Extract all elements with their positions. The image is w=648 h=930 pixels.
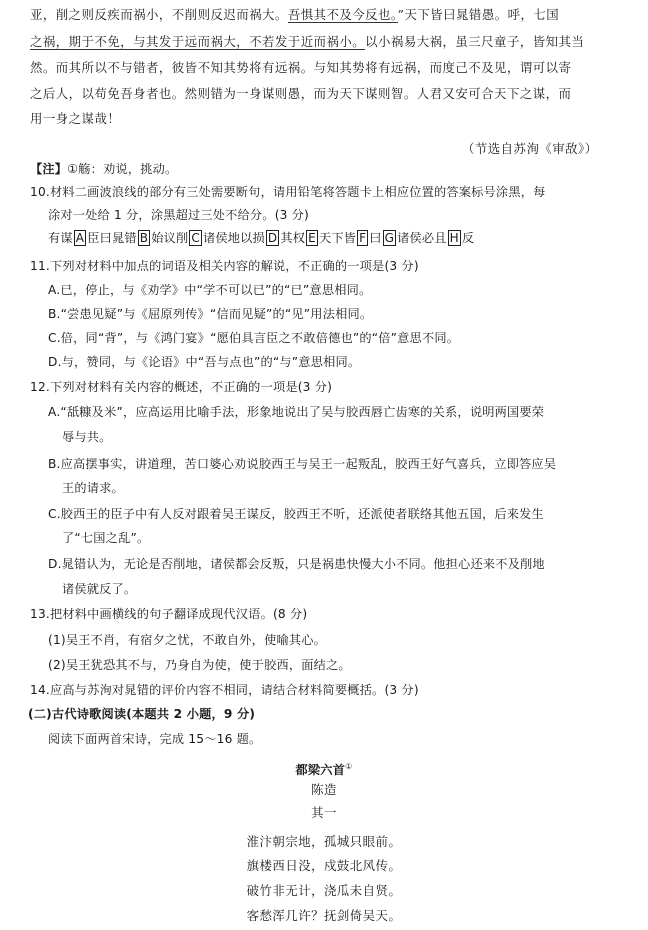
q11-option-a-text: A.已，停止，与《劝学》中“学不可以已”的“已”意思相同。 — [48, 283, 372, 297]
section-heading-text: (二)古代诗歌阅读(本题共 2 小题，9 分) — [28, 707, 256, 721]
q11-option-d-text: D.与，赞同，与《论语》中“吾与点也”的“与”意思相同。 — [48, 355, 361, 369]
q10-option-box-f[interactable]: F — [359, 231, 367, 245]
note-label: 【注】 — [30, 162, 68, 176]
passage-text: 以小祸易大祸，虽三尺童子，皆知其当 — [365, 34, 585, 49]
q10-stem-line-2 — [48, 206, 309, 224]
poem-line-text: 客愁浑几许？抚剑倚吴天。 — [246, 908, 402, 923]
q12-option-c-line-2 — [62, 529, 149, 547]
q12-option-c-text: C.胶西王的臣子中有人反对跟着吴王谋反，胶西王不听，还派使者联络其他五国，后来发生 — [48, 507, 544, 521]
q11-stem-text: 11.下列对材料中加点的词语及相关内容的解说，不正确的一项是(3 分) — [30, 259, 419, 273]
section-intro — [48, 730, 261, 748]
poem-line-text: 旗楼西日没，戍鼓北风传。 — [246, 858, 402, 873]
poem-title — [0, 758, 648, 779]
q10-stem-line-1 — [30, 183, 545, 201]
poem-line — [0, 882, 648, 900]
q11-option-c-text: C.倍，同“背”，与《鸿门宴》“愿伯具言臣之不敢倍德也”的“倍”意思不同。 — [48, 331, 460, 345]
underlined-sentence: 吾惧其不及今反也。 — [287, 7, 398, 22]
q10-seg: 诸侯必且 — [397, 231, 447, 245]
poem-title-text: 都梁六首 — [295, 763, 346, 778]
q10-seg: 始议削 — [151, 231, 189, 245]
note-text: ①觞：劝说，挑动。 — [67, 162, 178, 176]
q10-seg: 臣曰晁错 — [87, 231, 137, 245]
passage-line-3 — [30, 59, 571, 77]
q11-stem — [30, 257, 419, 275]
q12-option-a-line-1 — [48, 403, 544, 421]
q10-option-box-h[interactable]: H — [449, 231, 459, 245]
passage-line-2 — [30, 33, 584, 51]
poem-line — [0, 857, 648, 875]
source-citation: （节选自苏洵《审敌》） — [462, 141, 598, 156]
passage-text: 然。而其所以不与错者，彼皆不知其势将有远祸。与知其势将有远祸，而度己不及见，谓可以寄 — [30, 60, 572, 75]
q10-seg: 有谋 — [48, 231, 73, 245]
q12-option-a-text: A.“舐糠及米”，应高运用比喻手法，形象地说出了吴与胶西唇亡齿寒的关系，说明两国要荣 — [48, 405, 545, 419]
q13-sentence-1 — [48, 631, 326, 649]
passage-text: 之后人，以苟免吾身者也。然则错为一身谋则愚，而为天下谋则智。人君又安可合天下之谋，而 — [30, 86, 572, 101]
poem-part — [0, 804, 648, 822]
poem-line-text: 破竹非无计，浇瓜未自贤。 — [246, 883, 402, 898]
q10-option-box-e[interactable]: E — [308, 231, 316, 245]
passage-text: ”天下皆曰晁错愚。呼，七国 — [397, 7, 560, 22]
q12-option-d-cont: 诸侯就反了。 — [62, 582, 137, 596]
q12-option-b-text: B.应高摆事实，讲道理，苦口婆心劝说胶西王与吴王一起叛乱，胶西王好气喜兵，立即答应吴 — [48, 457, 557, 471]
passage-line-4 — [30, 85, 571, 103]
passage-line-1 — [30, 6, 559, 24]
poem-author — [0, 781, 648, 799]
q10-seg: 曰 — [369, 231, 382, 245]
q10-option-box-b[interactable]: B — [139, 231, 149, 245]
q10-seg: 天下皆 — [318, 231, 357, 245]
q12-option-d-text: D.晁错认为，无论是否削地，诸侯都会反叛，只是祸患快慢大小不同。他担心还来不及削地 — [48, 557, 545, 571]
q10-option-box-g[interactable]: G — [384, 231, 395, 245]
q10-seg: 诸侯地以损 — [202, 231, 265, 245]
q12-option-a-cont: 辱与共。 — [62, 430, 112, 444]
q14-stem-text: 14.应高与苏洵对晁错的评价内容不相同，请结合材料简要概括。(3 分) — [30, 683, 419, 697]
footnote-marker: ① — [345, 762, 353, 771]
q12-stem — [30, 378, 332, 396]
passage-line-5 — [30, 110, 120, 128]
q13-sentence-2 — [48, 656, 351, 674]
q14-stem — [30, 681, 419, 699]
q13-sentence-1-text: (1)吴王不肖，有宿夕之忧，不敢自外，使喻其心。 — [48, 633, 327, 647]
q10-stem: 10.材料二画波浪线的部分有三处需要断句，请用铅笔将答题卡上相应位置的答案标号涂黑，每 — [30, 185, 546, 199]
q13-stem — [30, 605, 307, 623]
poem-author-text: 陈造 — [311, 782, 337, 797]
q11-option-b-text: B.“尝患见疑”与《屈原列传》“信而见疑”的“见”用法相同。 — [48, 307, 373, 321]
q12-option-b-cont: 王的请求。 — [62, 481, 124, 495]
section-heading — [28, 705, 255, 723]
q12-option-d-line-2 — [62, 580, 136, 598]
q10-option-box-a[interactable]: A — [75, 231, 85, 245]
q11-option-b — [48, 305, 372, 323]
q10-seg: 其权 — [280, 231, 306, 245]
passage-text: 亚，削之则反疾而祸小，不削则反迟而祸大。 — [30, 7, 288, 22]
q12-option-a-line-2 — [62, 428, 112, 446]
q12-option-d-line-1 — [48, 555, 545, 573]
note-line — [30, 160, 177, 178]
q10-option-box-c[interactable]: C — [191, 231, 200, 245]
passage-source — [462, 140, 598, 158]
q13-stem-text: 13.把材料中画横线的句子翻译成现代汉语。(8 分) — [30, 607, 308, 621]
q11-option-a — [48, 281, 371, 299]
poem-line — [0, 833, 648, 851]
poem-part-text: 其一 — [311, 805, 337, 820]
poem-line — [0, 907, 648, 925]
q12-option-b-line-1 — [48, 455, 556, 473]
q10-stem-cont: 涂对一处给 1 分，涂黑超过三处不给分。(3 分) — [48, 208, 310, 222]
q10-options — [48, 229, 474, 247]
q10-option-box-d[interactable]: D — [267, 231, 278, 245]
q10-seg: 反 — [461, 231, 475, 245]
underlined-sentence: 之祸，期于不免，与其发于远而祸大，不若发于近而祸小。 — [30, 34, 366, 49]
q13-sentence-2-text: (2)吴王犹恐其不与，乃身自为使，使于胶西，面结之。 — [48, 658, 351, 672]
passage-text: 用一身之谋哉！ — [30, 111, 121, 126]
q12-stem-text: 12.下列对材料有关内容的概述，不正确的一项是(3 分) — [30, 380, 333, 394]
q11-option-c — [48, 329, 459, 347]
q12-option-b-line-2 — [62, 479, 124, 497]
poem-line-text: 淮汴朝宗地，孤城只眼前。 — [246, 834, 402, 849]
section-intro-text: 阅读下面两首宋诗，完成 15～16 题。 — [48, 732, 262, 746]
q11-option-d — [48, 353, 360, 371]
q12-option-c-cont: 了“七国之乱”。 — [62, 531, 150, 545]
q12-option-c-line-1 — [48, 505, 544, 523]
